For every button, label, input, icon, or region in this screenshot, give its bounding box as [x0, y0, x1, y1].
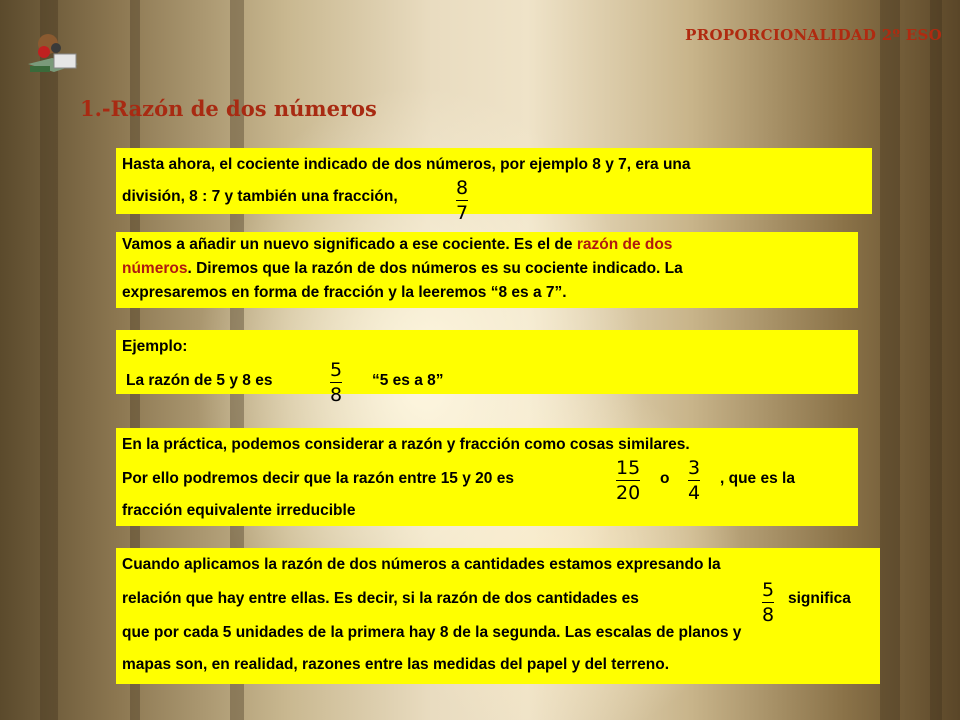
- fraction-denominator: 8: [762, 604, 775, 626]
- application-box: [116, 548, 880, 684]
- background-trunk: [930, 0, 942, 720]
- math-logo-icon: [22, 28, 84, 78]
- highlight-term: números: [122, 260, 188, 277]
- header-title: PROPORCIONALIDAD 2º ESO: [685, 26, 942, 44]
- fraction-numerator: 5: [330, 359, 343, 381]
- fraction-bar: [688, 480, 700, 481]
- definition-box: [116, 232, 858, 308]
- definition-text: . Diremos que la razón de dos números es su cociente indicado. La: [187, 260, 683, 277]
- fraction-numerator: 15: [616, 457, 641, 479]
- fraction-denominator: 20: [616, 482, 641, 504]
- background-trunk: [880, 0, 900, 720]
- example-label: Ejemplo:: [122, 338, 188, 355]
- fraction-bar: [330, 382, 342, 383]
- equivalence-line-1: En la práctica, podemos considerar a razón y fracción como cosas similares.: [122, 436, 690, 453]
- intro-box: [116, 148, 872, 224]
- fraction-8-7: [456, 178, 468, 223]
- example-text: La razón de 5 y 8 es: [126, 372, 273, 389]
- intro-line-2: división, 8 : 7 y también una fracción,: [122, 188, 398, 205]
- fraction-5-8: [762, 580, 774, 625]
- application-line-4: mapas son, en realidad, razones entre las medidas del papel y del terreno.: [122, 656, 670, 673]
- fraction-3-4: [688, 458, 700, 503]
- application-line-2: relación que hay entre ellas. Es decir, si la razón de dos cantidades es: [122, 590, 639, 607]
- equivalence-box: [116, 428, 858, 526]
- definition-line-3: expresaremos en forma de fracción y la leeremos “8 es a 7”.: [122, 284, 567, 301]
- example-box: [116, 330, 858, 406]
- fraction-denominator: 4: [688, 482, 701, 504]
- application-line-2-end: significa: [788, 590, 851, 607]
- fraction-bar: [616, 480, 640, 481]
- highlight-term: razón de dos: [576, 236, 673, 253]
- definition-text: Vamos a añadir un nuevo significado a ese cociente. Es el de: [122, 236, 577, 253]
- equivalence-line-2: Por ello podremos decir que la razón entre 15 y 20 es: [122, 470, 514, 487]
- example-reading: “5 es a 8”: [372, 372, 444, 389]
- equivalence-line-2-end: , que es la: [720, 470, 795, 487]
- fraction-bar: [762, 602, 774, 603]
- fraction-numerator: 3: [688, 457, 701, 479]
- application-line-3: que por cada 5 unidades de la primera hay 8 de la segunda. Las escalas de planos y: [122, 624, 742, 641]
- fraction-15-20: [616, 458, 640, 503]
- fraction-bar: [456, 200, 468, 201]
- fraction-denominator: 7: [456, 202, 469, 224]
- or-text: o: [660, 470, 670, 487]
- definition-line-2: [122, 260, 683, 278]
- intro-line-1: Hasta ahora, el cociente indicado de dos números, por ejemplo 8 y 7, era una: [122, 156, 691, 173]
- fraction-denominator: 8: [330, 384, 343, 406]
- section-title: 1.-Razón de dos números: [80, 96, 377, 121]
- application-line-1: Cuando aplicamos la razón de dos números a cantidades estamos expresando la: [122, 556, 721, 573]
- fraction-numerator: 5: [762, 579, 775, 601]
- fraction-5-8: [330, 360, 342, 405]
- fraction-numerator: 8: [456, 177, 469, 199]
- definition-line-1: [122, 236, 672, 254]
- background-trunk: [40, 0, 58, 720]
- equivalence-line-3: fracción equivalente irreducible: [122, 502, 356, 519]
